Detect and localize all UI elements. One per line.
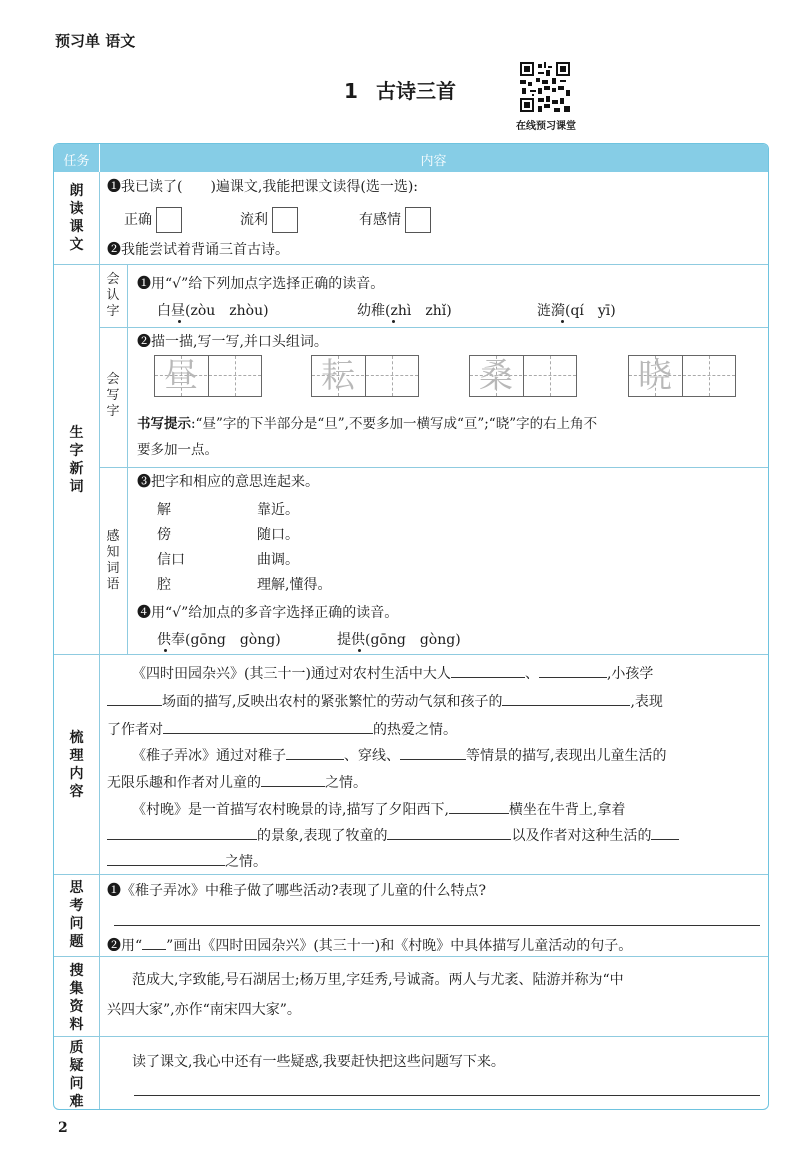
writing-grid-3[interactable] [469, 355, 577, 397]
page-header: 预习单 语文 [55, 32, 136, 50]
header-content: 内容 [420, 154, 447, 169]
reading-line1: ❶我已读了( )遍课文,我能把课文读得(选一选): [107, 179, 419, 195]
label-words: 感 知 词 语 [106, 529, 120, 592]
reading-option-emotion: 有感情 [359, 207, 431, 233]
writing-grid-1[interactable] [154, 355, 262, 397]
label-thinking: 思 考 问 题 [69, 880, 84, 950]
match-right-1[interactable]: 靠近。 [257, 502, 299, 518]
write-question: ❷描一描,写一写,并口头组词。 [137, 334, 328, 350]
reading-option-fluent: 流利 [240, 207, 298, 233]
writing-grid-4[interactable] [628, 355, 736, 397]
recognize-item-3[interactable]: 涟漪(qí yī) [537, 303, 616, 319]
match-left-2[interactable]: 傍 [157, 527, 171, 543]
materials-line2: 兴四大家”,亦作“南宋四大家”。 [107, 1002, 301, 1018]
label-questions: 质 疑 问 难 [69, 1040, 84, 1110]
materials-line1: 范成大,字致能,号石湖居士;杨万里,字廷秀,号诚斋。两人与尤袤、陆游并称为“中 [132, 972, 624, 988]
recognize-item-2[interactable]: 幼稚(zhì zhǐ) [357, 303, 452, 319]
writing-grid-2[interactable] [311, 355, 419, 397]
recognize-question: ❶用“√”给下列加点字选择正确的读音。 [137, 276, 385, 292]
trace-char-3: 桑 [479, 356, 513, 396]
page-number: 2 [58, 1120, 68, 1136]
label-reading: 朗 读 课 文 [69, 183, 84, 253]
polyphone-item-2[interactable]: 提供(gōng gòng) [337, 632, 461, 648]
trace-char-4: 晓 [638, 356, 672, 396]
option-checkbox-fluent[interactable] [272, 207, 298, 233]
reading-line2: ❷我能尝试着背诵三首古诗。 [107, 242, 289, 258]
header-task: 任务 [63, 154, 90, 169]
match-right-2[interactable]: 随口。 [257, 527, 299, 543]
summary-p3-line1: 《村晚》是一首描写农村晚景的诗,描写了夕阳西下, 横坐在牛背上,拿着 [132, 798, 625, 820]
summary-p1-line1: 《四时田园杂兴》(其三十一)通过对农村生活中大人 、 ,小孩学 [132, 662, 653, 684]
thinking-q2: ❷用“ ”画出《四时田园杂兴》(其三十一)和《村晚》中具体描写儿童活动的句子。 [107, 934, 632, 956]
preview-table [53, 143, 769, 1110]
answer-line-questions[interactable] [134, 1095, 760, 1096]
words-question-4: ❹用“√”给加点的多音字选择正确的读音。 [137, 605, 399, 621]
lesson-title-text: 古诗三首 [375, 79, 456, 103]
match-left-4[interactable]: 腔 [157, 577, 171, 593]
match-right-3[interactable]: 曲调。 [257, 552, 299, 568]
reading-option-correct: 正确 [124, 207, 182, 233]
match-left-3[interactable]: 信口 [157, 552, 185, 568]
answer-line-thinking[interactable] [114, 925, 760, 926]
recognize-item-1[interactable]: 白昼(zòu zhòu) [157, 303, 269, 319]
qr-code-icon[interactable] [520, 62, 570, 112]
summary-p3-line2: 的景象,表现了牧童的 以及作者对这种生活的 [107, 824, 679, 846]
label-recognize: 会 认 字 [106, 272, 120, 319]
trace-char-1: 昼 [164, 356, 198, 396]
label-materials: 搜 集 资 料 [69, 963, 84, 1033]
writing-tip-line2: 要多加一点。 [137, 442, 218, 458]
writing-tip-line1: 书写提示:“昼”字的下半部分是“旦”,不要多加一横写成“亘”;“晓”字的右上角不 [137, 416, 598, 432]
words-question-3: ❸把字和相应的意思连起来。 [137, 474, 319, 490]
thinking-q1: ❶《稚子弄冰》中稚子做了哪些活动?表现了儿童的什么特点? [107, 883, 487, 899]
summary-p1-line2: 场面的描写,反映出农村的紧张繁忙的劳动气氛和孩子的 ,表现 [107, 690, 663, 712]
lesson-number: 1 [344, 79, 358, 103]
label-summary: 梳 理 内 容 [69, 730, 84, 800]
summary-p2-line1: 《稚子弄冰》通过对稚子 、穿线、 等情景的描写,表现出儿童生活的 [132, 744, 666, 766]
match-right-4[interactable]: 理解,懂得。 [257, 577, 332, 593]
match-left-1[interactable]: 解 [157, 502, 171, 518]
qr-caption: 在线预习课堂 [516, 121, 576, 132]
summary-p3-line3: 之情。 [107, 850, 267, 872]
option-checkbox-correct[interactable] [156, 207, 182, 233]
option-checkbox-emotion[interactable] [405, 207, 431, 233]
questions-line: 读了课文,我心中还有一些疑惑,我要赶快把这些问题写下来。 [132, 1054, 505, 1070]
lesson-title [0, 75, 800, 104]
label-write: 会 写 字 [106, 372, 120, 419]
table-header [54, 144, 768, 172]
trace-char-2: 耘 [321, 356, 355, 396]
summary-p1-line3: 了作者对 的热爱之情。 [107, 718, 457, 740]
label-characters: 生 字 新 词 [69, 425, 84, 495]
polyphone-item-1[interactable]: 供奉(gōng gòng) [157, 632, 281, 648]
summary-p2-line2: 无限乐趣和作者对儿童的 之情。 [107, 771, 367, 793]
